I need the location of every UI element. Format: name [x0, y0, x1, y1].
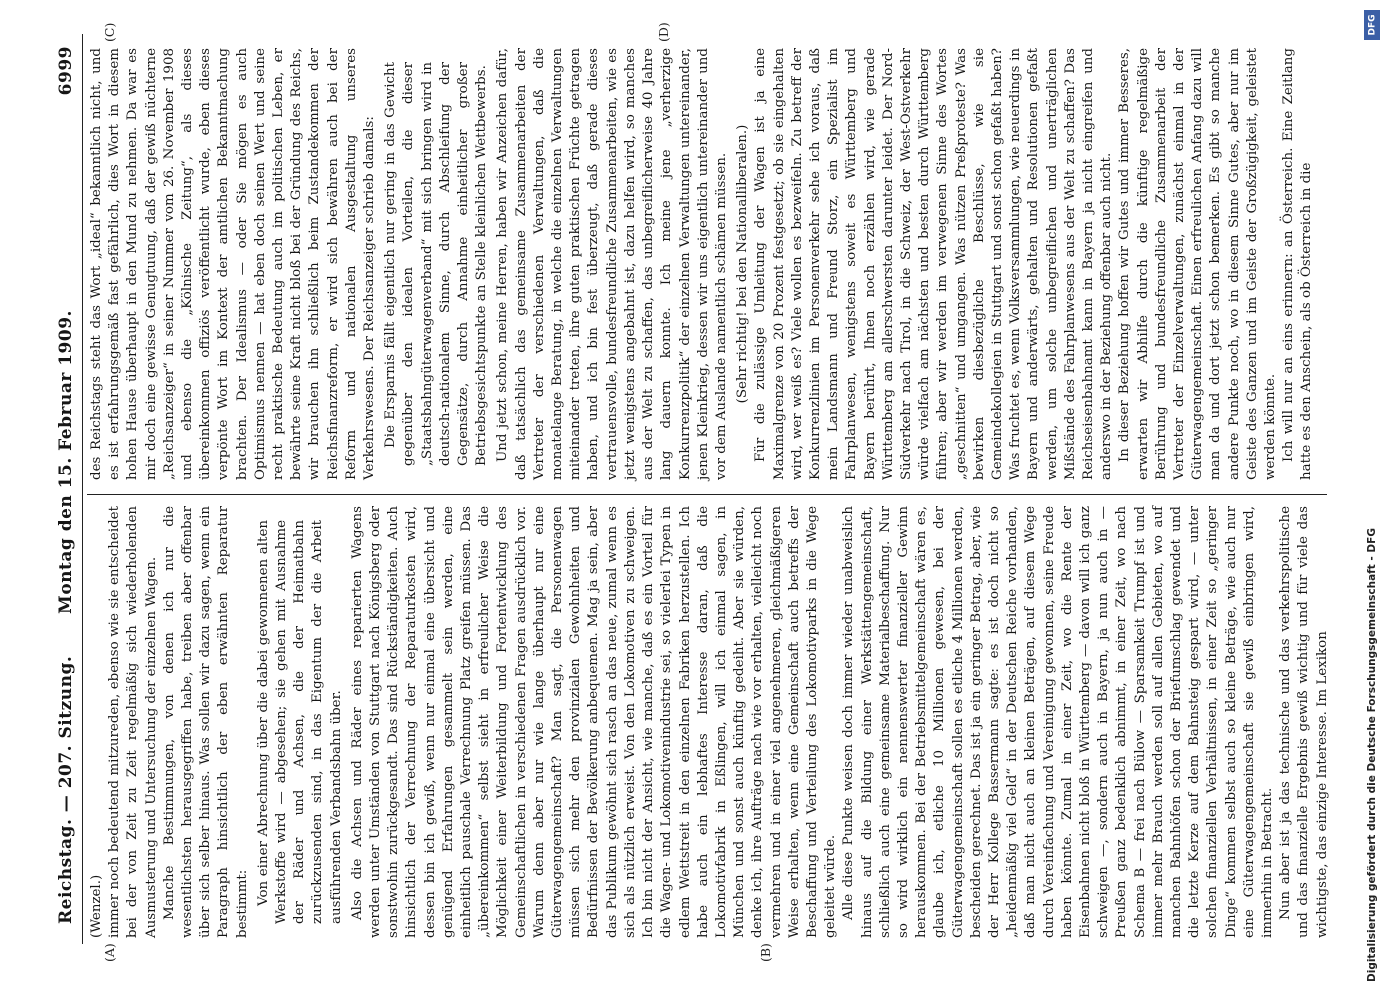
digitization-credit: Digitalisierung gefördert durch die Deutsche Forschungsgemeinschaft - DFG [1366, 528, 1378, 982]
paragraph: Manche Bestimmungen, von denen ich nur die wesentlichsten herausgegriffen habe, treiben aber offenbar über sich selber hinaus. Was sollen wir dazu sagen, wenn ein Paragraph hinsichtlich der eben erwähnten Reparatur bestimmt: [161, 506, 250, 938]
margin-mark-d: (D) [656, 22, 671, 42]
interjection: (Sehr richtig! bei den Nationalliberalen.) [735, 124, 751, 404]
paragraph: In dieser Beziehung hoffen wir Gutes und immer Besseres, erwarten wir Abhilfe durch die künftige regelmäßige Berührung und bundesfreundliche Zusammenarbeit der Vertreter der Einzelverwaltungen, zunächst einmal in der Güterwagengemeinschaft. Einen erfreulichen Anfang dazu will man da und dort jetzt schon bemerken. Es gibt so manche andere Punkte noch, wo in diesem Sinne Gutes, aber nur im Geiste des Ganzen und im Geiste der Großzügigkeit, geleistet werden könnte. [1117, 48, 1278, 480]
paragraph: des Reichstags steht das Wort „ideal“ bekanntlich nicht, und es ist erfahrungsgemäß fast gefährlich, dies Wort in diesem hohen Hause überhaupt in den Mund zu nehmen. Da war es mir doch eine gewisse Genugtuung, daß der gewiß nüchterne „Reichsanzeiger“ in seiner Nummer vom 26. November 1908 und ebenso die „Kölnische Zeitung“, als dieses übereinkommen offiziös veröffentlicht wurde, eben dieses verpönte Wort im Kontext der amtlichen Bekanntmachung brachten. Der Idealismus — oder Sie mögen es auch Optimismus nennen — hat eben doch seinen Wert und seine recht praktische Bedeutung auch im politischen Leben, er bewährte seine Kraft nicht bloß bei der Gründung des Reichs, wir brauchen ihn schließlich beim Zustandekommen der Reichsfinanzreform, er wird sich bewähren auch bei der Reform und nationalen Ausgestaltung unseres Verkehrswesens. Der Reichsanzeiger schrieb damals: [89, 48, 378, 480]
paragraph: immer noch bedeutend mitzureden, ebenso wie sie entscheidet bei der von Zeit zu Zeit regelmäßig sich wiederholenden Ausmusterung und Untersuchung der einzelnen Wagen. [107, 506, 159, 938]
paragraph: Für die zulässige Umleitung der Wagen ist ja eine Maximalgrenze von 20 Prozent festgesetzt; ob sie eingehalten wird, wer weiß es? Viele wollen es bezweifeln. Zu betreff der Konkurrenzlinien im Personenverkehr sehe ich voraus, daß mein Landsmann und Freund Storz, ein Spezialist im Fahrplanwesen, wenigstens soweit es Württemberg und Bayern berührt, Ihnen noch erzählen wird, wie gerade Württemberg am allerschwersten darunter leidet. Der Nord-Südverkehr nach Tirol, in die Schweiz, der West-Ostverkehr würde vielfach am nächsten und besten durch Württemberg führen; aber wir werden im verwegenen Sinne des Wortes „geschnitten“ und umgangen. Was nützen Preßproteste? Was bewirken diesbezügliche Beschlüsse, wie sie Gemeindekollegien in Stuttgart und sonst schon gefaßt haben? Was fruchtet es, wenn Volksversammlungen, wie neuerdings in Bayern und anderwärts, gehalten und Resolutionen gefaßt werden, um solche unbegreiflichen und unerträglichen Mißstände des Fahrplanwesens aus der Welt zu schaffen? Das Reichseisenbahnamt kann in Bayern ja nicht eingreifen und anderswo in der Beziehung offenbar auch nicht. [753, 48, 1115, 480]
page-number: 6999 [56, 46, 76, 96]
paragraph: Also die Achsen und Räder eines reparierten Wagens werden unter Umständen von Stuttgart nach Königsberg oder sonstwohin zurückgesandt. Das sind Rückständigkeiten. Auch hinsichtlich der Verrechnung der Reparaturkosten wird, dessen bin ich gewiß, wenn nur einmal eine übersicht und genügend Erfahrungen gesammelt sein werden, eine einheitlich pauschale Verrechnung Platz greifen müssen. Das „übereinkommen“ selbst sieht in erfreulicher Weise die Möglichkeit einer Weiterbildung und Fortentwicklung des Gemeinschaftlichen in verschiedenen Fragen ausdrücklich vor. Warum denn aber nur wie lange überhaupt nur eine Güterwagengemeinschaft? Man sagt, die Personenwagen müssen sich mehr den provinzialen Gewohnheiten und Bedürfnissen der Bevölkerung anbequemen. Mag ja sein, aber das Publikum gewöhnt sich rasch an das neue, zumal wenn es sich als nützlich erweist. Von den Lokomotiven zu schweigen. Ich bin nicht der Ansicht, wie manche, daß es ein Vorteil für die Wagen- und Lokomotivenindustrie sei, so vielerlei Typen in edlem Wettstreit in den einzelnen Fabriken herzustellen. Ich habe auch ein lebhaftes Interesse daran, daß die Lokomotivfabrik in Eßlingen, will ich einmal sagen, in München und sonst auch künftig gedeiht. Aber sie würden, denke ich, ihre Aufträge nach wie vor erhalten, vielleicht noch vermehren und in einer viel angenehmeren, gleichmäßigeren Weise erhalten, wenn eine Gemeinschaft auch betreffs der Beschaffung und Verteilung des Lokomotivparks in die Wege geleitet würde. [349, 506, 839, 938]
column-divider [87, 494, 1327, 495]
paragraph: Nun aber ist ja das technische und das verkehrspolitische und das finanzielle Ergebnis gewiß wichtig und für viele das wichtigste, das einzige Interesse. Im Lexikon [1278, 506, 1330, 938]
quotation: Die Ersparnis fällt eigentlich nur gering in das Gewicht gegenüber den idealen Vorteilen, die dieser „Staatsbahngüterwagenverband“ mit sich bringen wird in deutsch-nationalem Sinne, durch Abschleifung der Gegensätze, durch Annahme einheitlicher großer Betriebsgesichtspunkte an Stelle kleinlichen Wettbewerbs. [383, 62, 490, 466]
paragraph: Und jetzt schon, meine Herren, haben wir Anzeichen dafür, daß tatsächlich das gemeinsame Zusammenarbeiten der Vertreter der verschiedenen Verwaltungen, daß die monatelange Beratung, in welche die einzelnen Verwaltungen miteinander treten, ihre guten praktischen Früchte getragen haben, und ich bin fest überzeugt, daß gerade dieses vertrauensvolle, bundesfreundliche Zusammenarbeiten, wie es jetzt wenigstens angebahnt ist, dazu helfen wird, so manches aus der Welt zu schaffen, das unbegreiflicherweise 40 Jahre lang dauern konnte. Ich meine jene „verherzige Konkurrenzpolitik“ der einzelnen Verwaltungen untereinander, jenen Kleinkrieg, dessen wir uns eigentlich untereinander und vor dem Auslande namentlich schämen müssen. [495, 48, 729, 480]
left-column [88, 506, 1332, 938]
paragraph: Ich will nur an eins erinnern: an Österreich. Eine Zeitlang hatte es den Anschein, als ob Österreich in die [1281, 48, 1315, 480]
quotation: Von einer Abrechnung über die dabei gewonnenen alten Werkstoffe wird — abgesehen; sie gehen mit Ausnahme der Räder und Achsen, die der Heimatbahn zurückzusenden sind, in das Eigentum der die Arbeit ausführenden Verbandsbahn über. [255, 520, 344, 924]
margin-mark-b: (B) [758, 943, 773, 962]
paragraph: Alle diese Punkte weisen doch immer wieder unabweislich hinaus auf die Bildung einer Werkstättengemeinschaft, schließlich auch eine gemeinsame Materialbeschaffung. Nur so wird wirklich ein nennenswerter finanzieller Gewinn herauskommen. Bei der Betriebsmittelgemeinschaft wären es, glaube ich, etliche 10 Millionen gewesen, bei der Güterwagengemeinschaft sollen es etliche 4 Millionen werden, bescheiden gerechnet. Das ist ja ein geringer Betrag, aber, wie der Herr Kollege Bassermann sagte: es ist doch nicht so „heidenmäßig viel Geld“ in der Deutschen Reiche vorhanden, daß man nicht auch an kleinen Beträgen, auf diesem Wege durch Vereinfachung und Vereinigung gewonnen, seine Freude haben könnte. Zumal in einer Zeit, wo die Rente der Eisenbahnen nicht bloß in Württemberg — davon will ich ganz schweigen —, sondern auch in Bayern, ja nun auch in — Preußen ganz bedenklich abnimmt, in einer Zeit, wo nach Schema B — frei nach Bülow — Sparsamkeit Trumpf ist und immer mehr Brauch werden soll auf allen Gebieten, wo auf manchen Bahnhöfen schon der Briefumschlag gewendet und die letzte Kerze auf dem Bahnsteig gespart wird, — unter solchen finanziellen Verhältnissen, in einer Zeit so „geringer Dinge“ kommen selbst auch so kleine Beträge, wie auch nur eine Güterwagengemeinschaft sie gewiß einbringen wird, immerhin in Betracht. [841, 506, 1275, 938]
header-left: Reichstag. — 207. Sitzung. [56, 655, 76, 924]
speaker-name: (Wenzel.) [89, 874, 104, 938]
margin-mark-c: (C) [102, 22, 117, 42]
right-column [88, 48, 1317, 480]
header-date: Montag den 15. Februar 1909. [56, 310, 76, 614]
margin-mark-a: (A) [102, 943, 117, 962]
dfg-logo: DFG [1364, 10, 1380, 40]
page-header [52, 34, 83, 944]
